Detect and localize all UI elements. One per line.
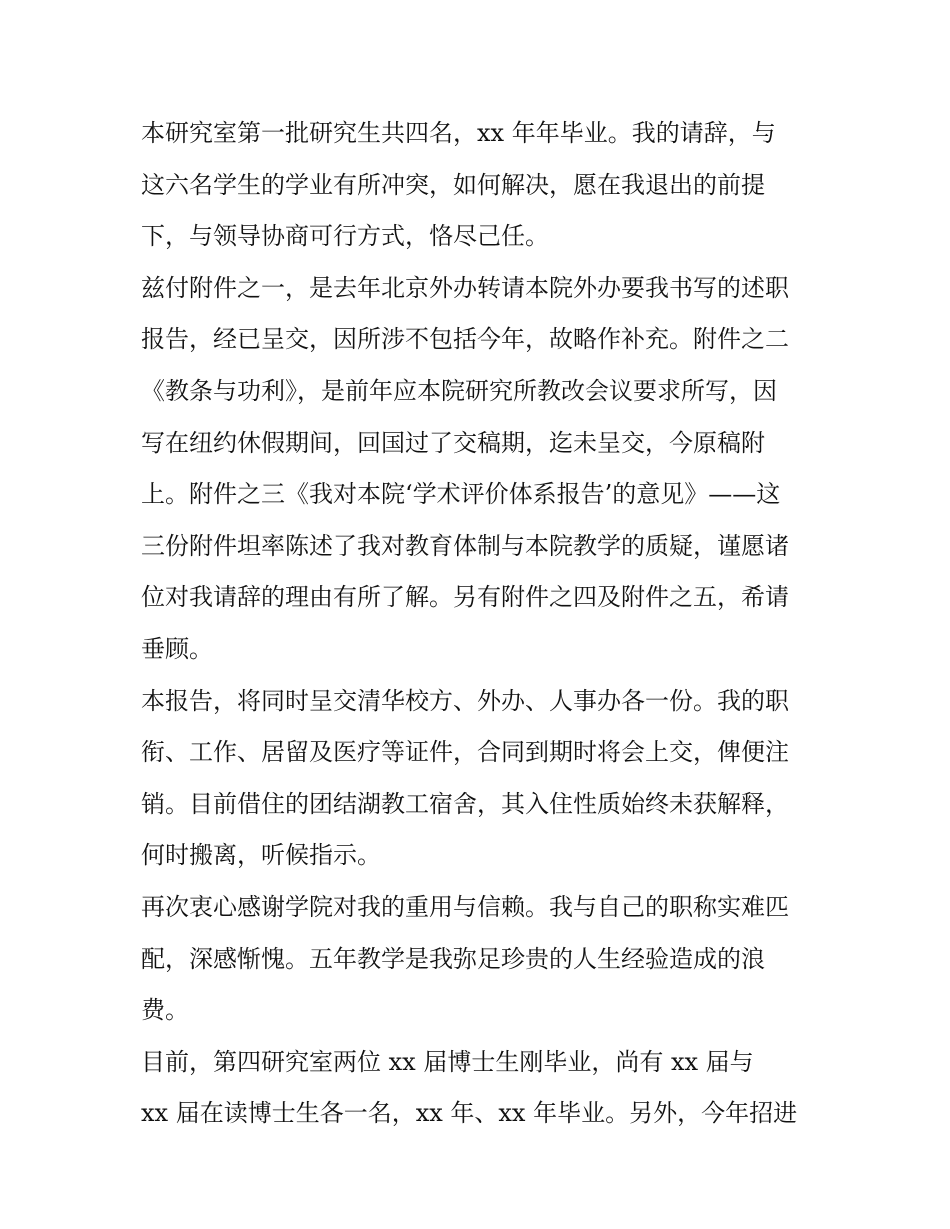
text-line: 位对我请辞的理由有所了解。另有附件之四及附件之五，希请 bbox=[141, 583, 789, 612]
text-line: 上。附件之三《我对本院‘学术评价体系报告’的意见》——这 bbox=[141, 480, 781, 509]
text-line: 费。 bbox=[141, 996, 189, 1025]
text-line: 下，与领导协商可行方式，恪尽己任。 bbox=[141, 222, 549, 251]
text-line: 兹付附件之一，是去年北京外办转请本院外办要我书写的述职 bbox=[141, 273, 789, 302]
text-line: 再次衷心感谢学院对我的重用与信赖。我与自己的职称实难匹 bbox=[141, 892, 789, 921]
text-line: 报告，经已呈交，因所涉不包括今年，故略作补充。附件之二 bbox=[141, 325, 789, 354]
text-line: 配，深感惭愧。五年教学是我弥足珍贵的人生经验造成的浪 bbox=[141, 944, 765, 973]
text-line: 这六名学生的学业有所冲突，如何解决，愿在我退出的前提 bbox=[141, 170, 765, 199]
document-body bbox=[141, 108, 821, 1140]
text-line: xx 届在读博士生各一名，xx 年、xx 年毕业。另外，今年招进 bbox=[141, 1099, 798, 1128]
text-line: 写在纽约休假期间，回国过了交稿期，迄未呈交，今原稿附 bbox=[141, 428, 765, 457]
text-line: 销。目前借住的团结湖教工宿舍，其入住性质始终未获解释， bbox=[141, 789, 789, 818]
text-line: 何时搬离，听候指示。 bbox=[141, 841, 381, 870]
text-line: 本研究室第一批研究生共四名，xx 年年毕业。我的请辞，与 bbox=[141, 119, 776, 147]
text-line: 《教条与功利》，是前年应本院研究所教改会议要求所写，因 bbox=[141, 376, 777, 405]
text-line: 衔、工作、居留及医疗等证件，合同到期时将会上交，俾便注 bbox=[141, 738, 789, 767]
text-line: 垂顾。 bbox=[141, 634, 213, 663]
text-line: 目前，第四研究室两位 xx 届博士生刚毕业，尚有 xx 届与 bbox=[141, 1047, 754, 1076]
text-line: 本报告，将同时呈交清华校方、外办、人事办各一份。我的职 bbox=[141, 686, 789, 715]
text-line: 三份附件坦率陈述了我对教育体制与本院教学的质疑，谨愿诸 bbox=[141, 531, 789, 560]
